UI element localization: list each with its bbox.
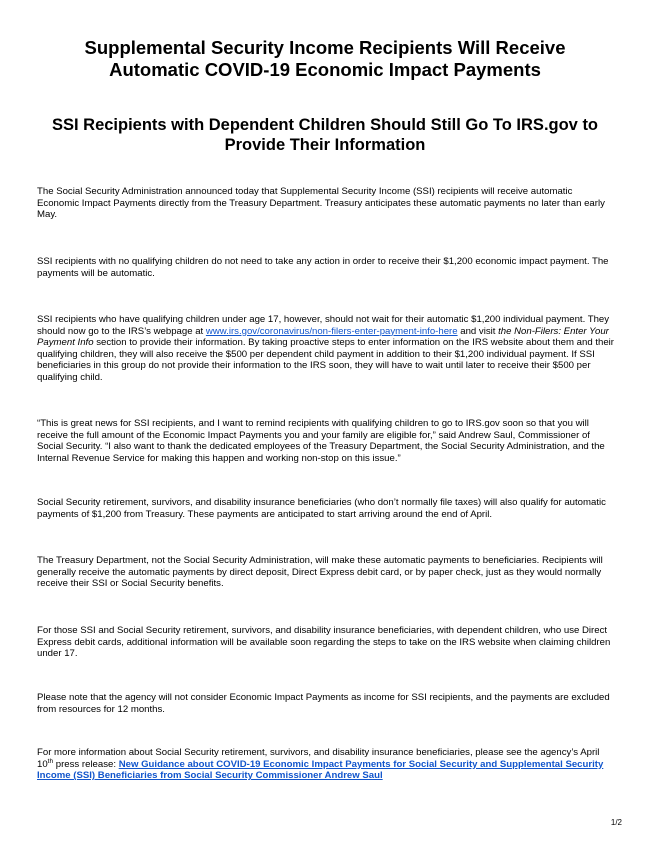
paragraph-income-note: Please note that the agency will not consider Economic Impact Payments as income for SSI recipients, and the payments are excluded from resources for 12 months. (37, 692, 610, 715)
paragraph-qualifying-children (37, 314, 617, 384)
p3-text-b: and visit (457, 325, 499, 337)
p3-text-a: SSI recipients who have qualifying children under age 17, however, should not wait for their automatic $1,200 individual payment. They should now go to the IRS’s webpage at (37, 314, 610, 337)
irs-non-filers-link[interactable]: www.irs.gov/coronavirus/non-filers-enter-payment-info-here (205, 325, 458, 337)
page-title: Supplemental Security Income Recipients Will Receive Automatic COVID-19 Economic Impact Payments (84, 37, 566, 80)
p9-text-b: press release: (53, 758, 119, 770)
p3-text-c: section to provide their information. By taking proactive steps to enter information on the IRS website about them and their qualifying children, they will also receive the $500 per dependent child payment in addition to their $1,200 individual payment. If SSI beneficiaries in this group do not provide their information to the IRS soon, they will have to wait until later to receive their $500 per qualifying child. (37, 337, 615, 383)
page-subtitle: SSI Recipients with Dependent Children Should Still Go To IRS.gov to Provide Their Information (51, 116, 599, 154)
paragraph-retirement-beneficiaries: Social Security retirement, survivors, and disability insurance beneficiaries (who don’t normally file taxes) will also qualify for automatic payments of $1,200 from Treasury. These payments are anticipated to start arriving around the end of April. (37, 497, 606, 520)
p9-text-a: For more information about Social Security retirement, survivors, and disability insurance beneficiaries, please see the agency’s April 10 (37, 747, 600, 770)
press-release-link[interactable]: New Guidance about COVID-19 Economic Impact Payments for Social Security and Supplemental Security Income (SSI) Beneficiaries from Social Security Commissioner Andrew Saul (37, 758, 604, 782)
page-number: 1/2 (610, 818, 622, 827)
p9-superscript: th (47, 757, 54, 765)
paragraph-announcement: The Social Security Administration announced today that Supplemental Security Income (SSI) recipients will receive automatic Economic Impact Payments directly from the Treasury Department. Treasury anticipates these automatic payments no later than early May. (37, 186, 605, 221)
p3-italic: the Non-Filers: Enter Your Payment Info (37, 325, 609, 349)
paragraph-commissioner-quote: “This is great news for SSI recipients, and I want to remind recipients with qualifying children to go to IRS.gov soon so that you will receive the full amount of the Economic Impact Payments you and your family are eligible for,” said Andrew Saul, Commissioner of Social Security. “I also want to thank the dedicated employees of the Treasury Department, the Social Security Administration, and the Internal Revenue Service for making this happen and working non-stop on this issue.” (37, 418, 605, 464)
paragraph-no-children: SSI recipients with no qualifying children do not need to take any action in order to receive their $1,200 economic impact payment. The payments will be automatic. (37, 256, 609, 279)
paragraph-more-information (37, 747, 617, 782)
paragraph-treasury-payments: The Treasury Department, not the Social Security Administration, will make these automatic payments to beneficiaries. Recipients will generally receive the automatic payments by direct deposit, Direct Express debit card, or by paper check, just as they would normally receive their SSI or Social Security benefits. (37, 555, 603, 590)
paragraph-direct-express: For those SSI and Social Security retirement, survivors, and disability insurance beneficiaries, with dependent children, who use Direct Express debit cards, additional information will be available soon regarding the steps to take on the IRS website when claiming children under 17. (37, 625, 611, 660)
